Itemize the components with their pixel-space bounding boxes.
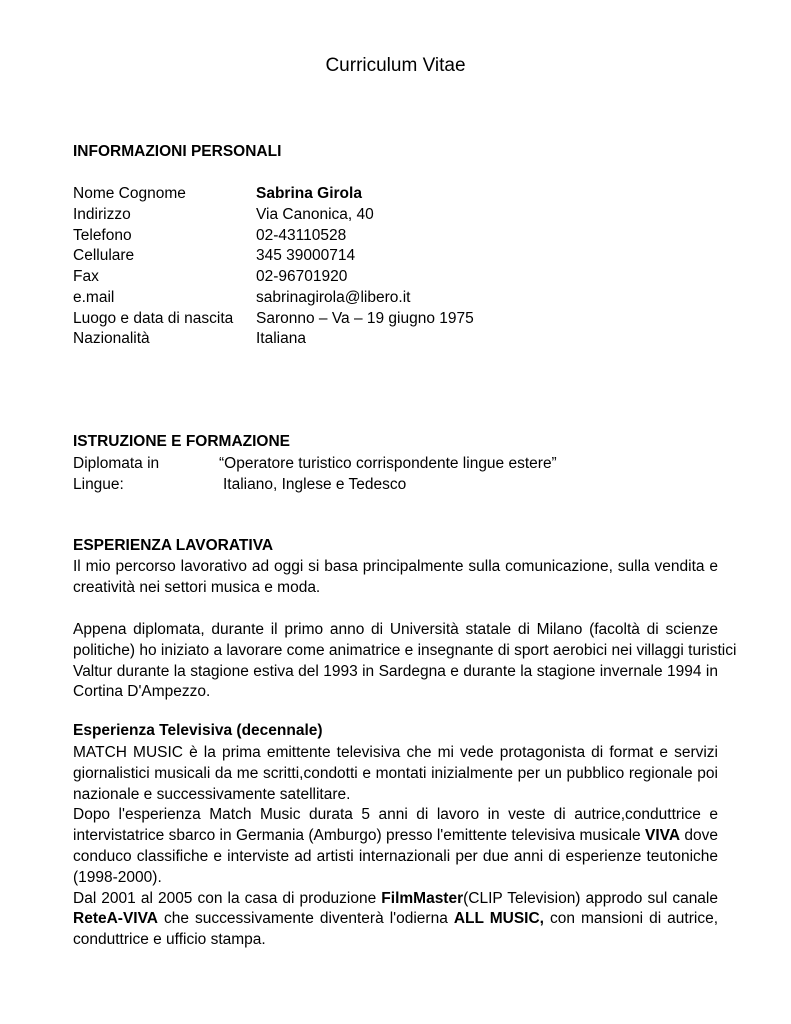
- label-luogo-data-nascita: Luogo e data di nascita: [73, 310, 234, 327]
- tv-text: Dal 2001 al 2005 con la casa di produzione: [73, 889, 382, 907]
- tv-line: [73, 889, 718, 910]
- intro-line: Il mio percorso lavorativo ad oggi si basa principalmente sulla comunicazione, sulla vendita e: [73, 558, 718, 575]
- filmmaster-bold: FilmMaster: [381, 889, 464, 907]
- tv-line: Dopo l'esperienza Match Music durata 5 anni di lavoro in veste di autrice,conduttrice e: [73, 806, 718, 824]
- label-indirizzo: Indirizzo: [73, 206, 131, 223]
- label-nome-cognome: Nome Cognome: [73, 185, 186, 202]
- personal-info-heading: INFORMAZIONI PERSONALI: [73, 143, 282, 160]
- experience-intro: [73, 557, 718, 599]
- value-nome-cognome: Sabrina Girola: [256, 185, 362, 202]
- retea-viva-bold: ReteA-VIVA: [73, 910, 158, 928]
- value-telefono: 02-43110528: [256, 227, 347, 244]
- label-diplomata: Diplomata in: [73, 455, 160, 472]
- intro-line: creatività nei settori musica e moda.: [73, 578, 321, 596]
- tv-line: conduttrice e ufficio stampa.: [73, 931, 266, 949]
- tv-line: [73, 826, 718, 847]
- tv-line: nazionale e successivamente satellitare.: [73, 785, 351, 803]
- tv-text: con mansioni di autrice,: [543, 910, 718, 928]
- education-heading: ISTRUZIONE E FORMAZIONE: [73, 433, 290, 450]
- tv-line: [73, 909, 718, 930]
- label-fax: Fax: [73, 268, 99, 285]
- all-music-bold: ALL MUSIC,: [453, 910, 544, 928]
- tv-experience-text: [73, 743, 718, 951]
- para2-line: Appena diplomata, durante il primo anno di Università statale di Milano (facoltà di scienze: [73, 621, 718, 638]
- value-luogo-data-nascita: Saronno – Va – 19 giugno 1975: [256, 310, 474, 327]
- label-email: e.mail: [73, 289, 115, 306]
- para2-line: Valtur durante la stagione estiva del 1993 in Sardegna e durante la stagione invernale 1994 in: [73, 662, 718, 680]
- experience-paragraph-2: [73, 620, 737, 703]
- label-telefono: Telefono: [73, 227, 132, 244]
- tv-experience-heading: Esperienza Televisiva (decennale): [73, 722, 323, 739]
- tv-line: MATCH MUSIC è la prima emittente televisiva che mi vede protagonista di format e servizi: [73, 744, 718, 761]
- label-nazionalita: Nazionalità: [73, 330, 150, 347]
- document-title: Curriculum Vitae: [325, 55, 466, 76]
- tv-text: intervistatrice sbarco in Germania (Amburgo) presso l'emittente televisiva musicale: [73, 827, 645, 845]
- value-nazionalita: Italiana: [256, 330, 306, 347]
- tv-line: (1998-2000).: [73, 868, 162, 886]
- tv-text: dove: [680, 827, 719, 845]
- value-diplomata: “Operatore turistico corrispondente lingue estere”: [219, 455, 557, 472]
- value-email: sabrinagirola@libero.it: [256, 289, 411, 306]
- tv-line: giornalistici musicali da me scritti,condotti e montati inizialmente per un pubblico regionale poi: [73, 764, 718, 782]
- para2-line: Cortina D'Ampezzo.: [73, 683, 211, 701]
- value-indirizzo: Via Canonica, 40: [256, 206, 374, 223]
- value-lingue: Italiano, Inglese e Tedesco: [223, 476, 407, 493]
- tv-line: conduco classifiche e interviste ad artisti internazionali per due anni di esperienze teutoniche: [73, 847, 718, 865]
- value-fax: 02-96701920: [256, 268, 348, 285]
- tv-text: che successivamente diventerà l'odierna: [157, 910, 454, 928]
- tv-text: (CLIP Television) approdo sul canale: [463, 889, 718, 907]
- para2-line: politiche) ho iniziato a lavorare come animatrice e insegnante di sport aerobici nei villaggi turistici: [73, 641, 737, 659]
- experience-heading: ESPERIENZA LAVORATIVA: [73, 537, 274, 554]
- label-cellulare: Cellulare: [73, 247, 135, 264]
- value-cellulare: 345 39000714: [256, 247, 356, 264]
- viva-bold: VIVA: [645, 827, 681, 845]
- label-lingue: Lingue:: [73, 476, 124, 493]
